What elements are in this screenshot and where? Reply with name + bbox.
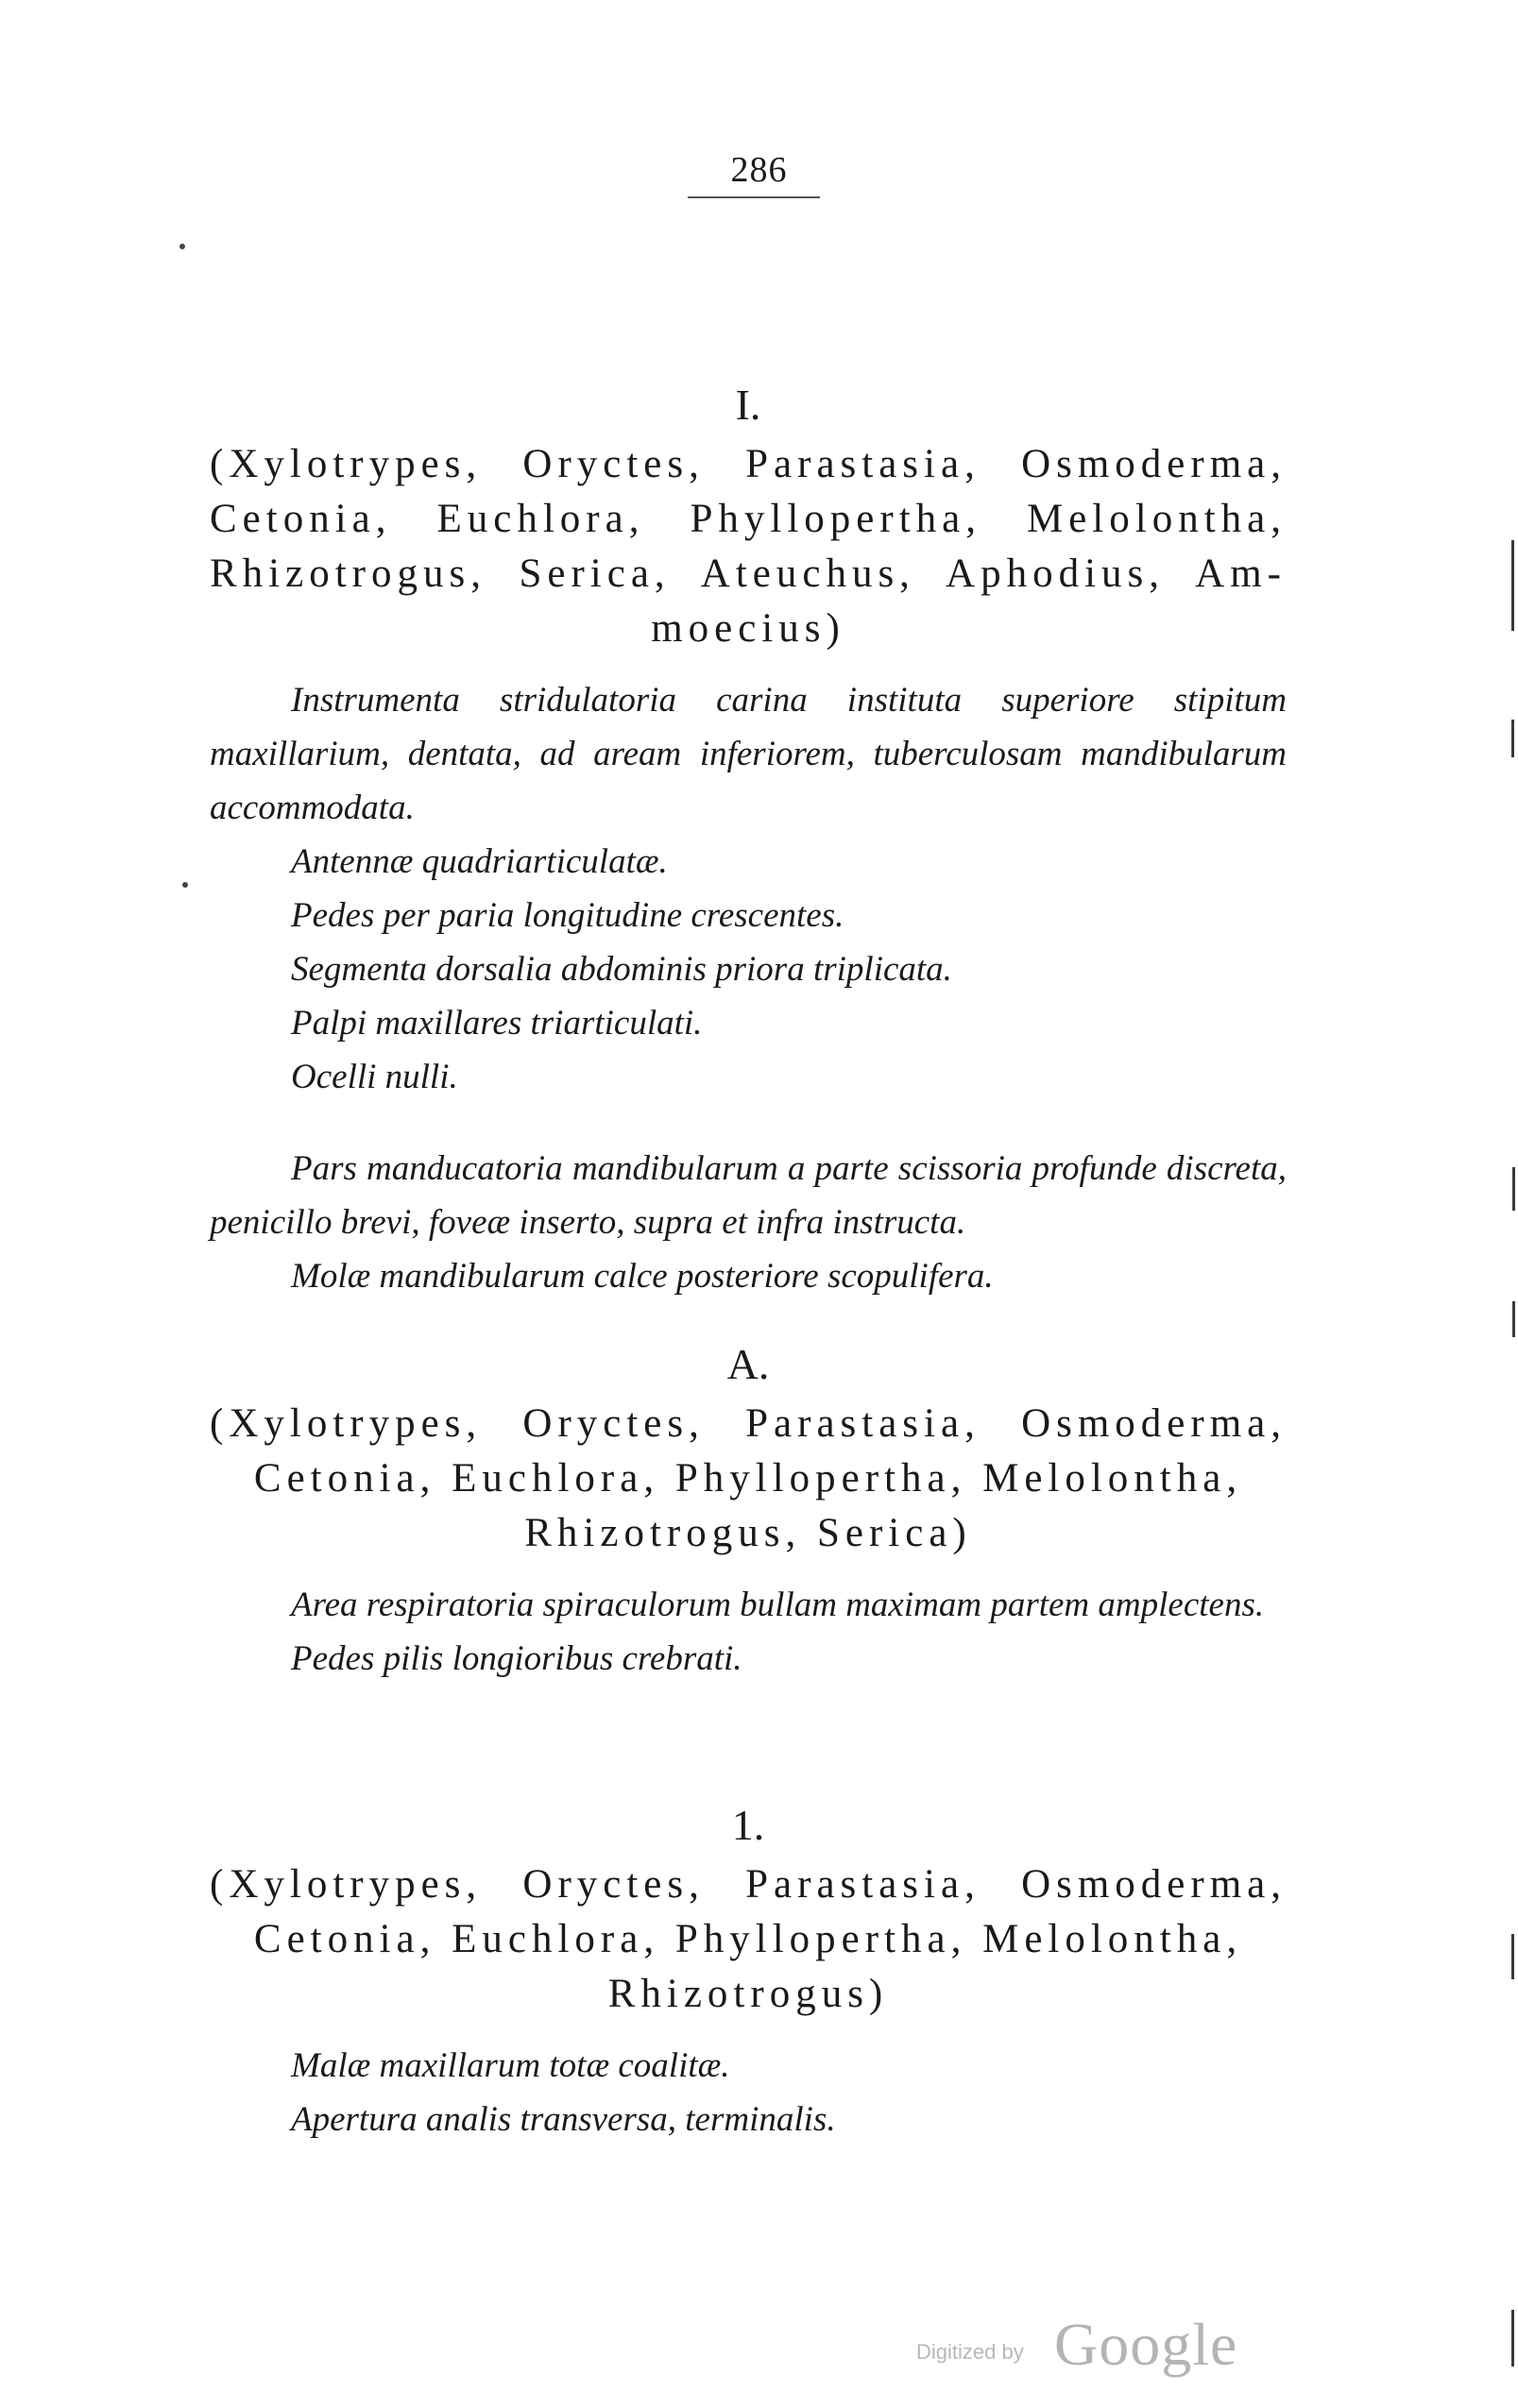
genera-line: (Xylotrypes, Oryctes, Parastasia, Osmoderma, (210, 442, 1287, 486)
genera-line: (Xylotrypes, Oryctes, Parastasia, Osmoderma, (210, 1401, 1287, 1446)
genera-line: Rhizotrogus, Serica, Ateuchus, Aphodius, Am- (210, 551, 1287, 596)
scan-margin-line (1512, 1167, 1515, 1211)
section-1 (210, 1800, 1287, 2146)
section-heading: A. (726, 1340, 770, 1388)
character-paragraph: Instrumenta stridulatoria carina instituta superiore stipitum maxillarium, dentata, ad aream inferiorem, tuberculosam mandibularum accommodata. (210, 681, 1287, 827)
character-paragraph: Segmenta dorsalia abdominis priora triplicata. (291, 950, 952, 989)
scan-margin-line (1511, 720, 1514, 757)
character-list (210, 673, 1287, 1104)
section-I (210, 380, 1287, 1303)
genera-line: Cetonia, Euchlora, Phyllopertha, Melolontha, (253, 1917, 1243, 1961)
section-A (210, 1339, 1287, 1686)
genera-line: (Xylotrypes, Oryctes, Parastasia, Osmoderma, (210, 1862, 1287, 1907)
genera-list (210, 437, 1287, 656)
section-heading: 1. (731, 1801, 765, 1849)
genera-line: moecius) (651, 606, 845, 651)
page-number: 286 (730, 150, 788, 190)
scan-margin-line (1512, 1301, 1515, 1337)
note-paragraph: Pars manducatoria mandibularum a parte scissoria profunde discreta, penicillo brevi, foveæ inserto, supra et infra instructa. (210, 1149, 1287, 1242)
scan-margin-line (1511, 1934, 1514, 1979)
scan-speck (179, 244, 185, 249)
character-paragraph: Ocelli nulli. (291, 1058, 458, 1096)
character-paragraph: Antennæ quadriarticulatæ. (291, 842, 668, 881)
section-heading: I. (735, 381, 761, 429)
character-paragraph: Apertura analis transversa, terminalis. (291, 2100, 836, 2139)
character-list (210, 2039, 1287, 2146)
character-paragraph: Pedes pilis longioribus crebrati. (291, 1639, 742, 1678)
google-watermark-logo: Google (1054, 2311, 1238, 2378)
character-paragraph: Malæ maxillarum totæ coalitæ. (291, 2046, 730, 2085)
character-paragraph: Palpi maxillares triarticulati. (291, 1004, 703, 1043)
genera-line: Cetonia, Euchlora, Phyllopertha, Melolontha, (210, 497, 1287, 541)
genera-line: Rhizotrogus) (607, 1972, 889, 2016)
genera-line: Cetonia, Euchlora, Phyllopertha, Melolontha, (253, 1456, 1243, 1501)
genera-list (210, 1857, 1287, 2022)
character-paragraph: Pedes per paria longitudine crescentes. (291, 896, 844, 935)
scan-margin-line (1511, 540, 1514, 631)
note-paragraph: Molæ mandibularum calce posteriore scopulifera. (291, 1257, 994, 1296)
genera-line: Rhizotrogus, Serica) (524, 1511, 972, 1555)
page-number-rule (688, 196, 820, 198)
digitized-by-label: Digitized by (916, 2340, 1024, 2364)
genera-list (210, 1397, 1287, 1561)
character-paragraph: Area respiratoria spiraculorum bullam maximam partem amplectens. (291, 1586, 1265, 1624)
scan-speck (182, 882, 188, 888)
note-list (210, 1142, 1287, 1303)
scan-margin-line (1511, 2310, 1514, 2366)
character-list (210, 1578, 1287, 1686)
